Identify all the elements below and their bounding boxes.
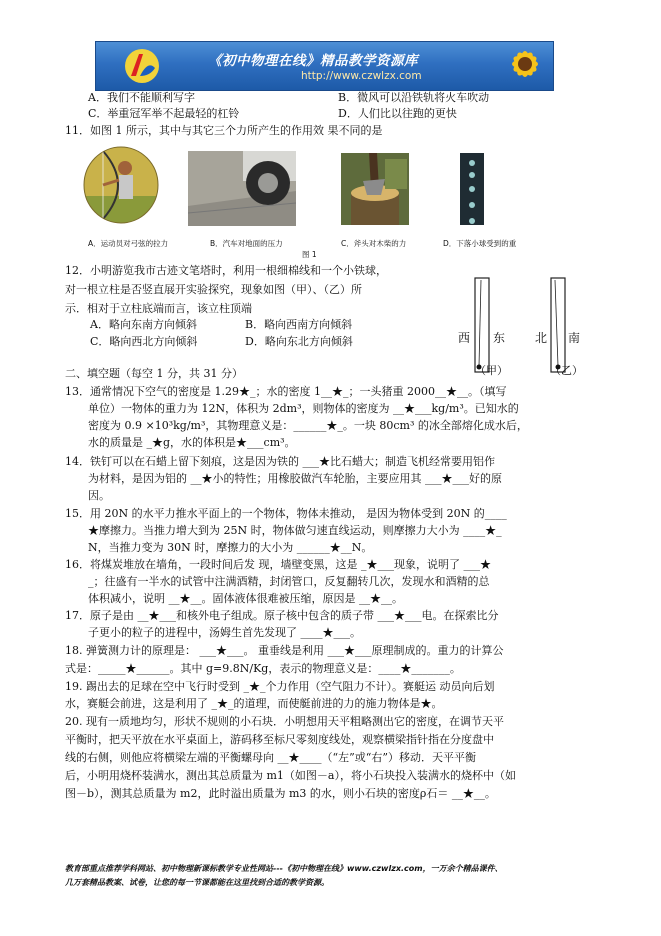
q19-line-2: 水，赛艇会前进，这是利用了 _★_的道理，而使艇前进的力的施力物体是★。 (65, 697, 443, 710)
q15-line-1: 15．用 20N 的水平力推水平面上的一个物体，物体未推动， 是因为物体受到 20N 的____ (65, 507, 507, 520)
q10-option-c: C．举重冠军举不起最轻的杠铃 (88, 107, 240, 120)
q14-line-2: 为材料，是因为铝的 __★小的特性；用橡胶做汽车轮胎，主要应用其 ___★___好的原 (88, 472, 502, 485)
q20-line-5: 图－b），测其总质量为 m2，此时溢出质量为 m3 的水，则小石块的密度ρ石＝ __★__。 (65, 787, 496, 800)
q11-caption-c: C．斧头对木柴的力 (341, 239, 407, 248)
header-banner (95, 41, 554, 91)
q12-line-1: 12．小明游览我市古迹文笔塔时，利用一根细棉线和一个小铁球， (65, 264, 387, 277)
q19-line-1: 19. 踢出去的足球在空中飞行时受到 _★_个力作用（空气阻力不计）。赛艇运 动员向后划 (65, 680, 495, 693)
falling-ball-photo (460, 153, 484, 225)
q10-option-a: A．我们不能顺利写字 (88, 91, 195, 104)
q10-option-b: B．微风可以沿铁轨将火车吹动 (338, 91, 490, 104)
q12-option-c: C．略向西北方向倾斜 (90, 335, 198, 348)
fig-east-label: 东 (493, 331, 506, 345)
q15-line-3: N，当推力变为 30N 时，摩擦力的大小为 ______★__N。 (88, 541, 373, 554)
q16-line-3: 体积减小，说明 __★__。固体液体很难被压缩，原因是 __★__。 (88, 592, 403, 605)
axe-wood-photo (341, 153, 409, 225)
q17-line-1: 17．原子是由 __★___和核外电子组成。原子核中包含的质子带 ___★___电。在探索比分 (65, 609, 499, 622)
q14-line-1: 14．铁钉可以在石蜡上留下刻痕，这是因为铁的 ___★比石蜡大；制造飞机经常要用铝作 (65, 455, 495, 468)
q12-option-d: D．略向东北方向倾斜 (245, 335, 353, 348)
q16-line-2: _；往盛有一半水的试管中注满酒精，封闭管口，反复翻转几次，发现水和酒精的总 (88, 575, 490, 588)
banner-url[interactable]: http://www.czwlzx.com (301, 70, 422, 82)
fig-west-label: 西 (458, 331, 471, 345)
banner-title: 《初中物理在线》精品教学资源库 (208, 53, 418, 69)
q15-line-2: ★摩擦力。当推力增大到为 25N 时，物体做匀速直线运动，则摩擦力大小为 ____★_ (88, 524, 502, 537)
q13-line-1: 13．通常情况下空气的密度是 1.29★_；水的密度 1__★_；一头猪重 2000__★__。（填写 (65, 385, 507, 398)
q20-line-4: 后，小明用烧杯装满水，测出其总质量为 m1（如图－a），将小石块投入装满水的烧杯中（如 (65, 769, 516, 782)
sunflower-icon (493, 42, 553, 90)
q20-line-1: 20. 现有一质地均匀，形状不规则的小石块．小明想用天平粗略测出它的密度，在调节天平 (65, 715, 504, 728)
q13-line-2: 单位）一物体的重力为 12N，体积为 2dm³，则物体的密度为 __★___kg/m³。已知水的 (88, 402, 519, 415)
q17-line-2: 子更小的粒子的进程中，汤姆生首先发现了 ____★___。 (88, 626, 361, 639)
q11-caption-a: A．运动员对弓弦的拉力 (88, 239, 169, 248)
q11-stem: 11．如图 1 所示，其中与其它三个力所产生的作用效 果不同的是 (65, 124, 383, 137)
fig-jia-label: （甲） (475, 364, 508, 377)
section-2-heading: 二、填空题（每空 1 分，共 31 分） (65, 367, 243, 380)
q16-line-1: 16．将煤炭堆放在墙角，一段时间后发 现，墙壁变黑，这是 _★___现象，说明了 ___★ (65, 558, 491, 571)
archer-photo (83, 146, 159, 224)
q10-option-d: D．人们比以往跑的更快 (338, 107, 457, 120)
q18-line-2: 式是：_____★______。其中 g=9.8N/Kg，表示的物理意义是：____★_______。 (65, 662, 461, 675)
car-tire-photo (188, 151, 296, 226)
q11-caption-b: B．汽车对地面的压力 (210, 239, 283, 248)
q11-caption-d: D．下落小球受到的重 (443, 239, 517, 248)
q18-line-1: 18. 弹簧测力计的原理是： ___★___。 重垂线是利用 ___★___原理制成的。重力的计算公 (65, 644, 504, 657)
footer-line-2: 几万套精品教案、试卷，让您的每一节课都能在这里找到合适的教学资源。 (65, 878, 329, 887)
q20-line-2: 平衡时，把天平放在水平桌面上，游码移至标尺零刻度线处，观察横梁指针指在分度盘中 (65, 733, 494, 746)
q13-line-3: 密度为 0.9 ×10³kg/m³，其物理意义是：______★_。一块 80cm³ 的冰全部熔化成水后， (88, 419, 528, 432)
q12-option-b: B．略向西南方向倾斜 (245, 318, 353, 331)
fig-yi-label: （乙） (550, 364, 583, 377)
fig-north-label: 北 (535, 331, 548, 345)
q12-line-2: 对一根立柱是否竖直展开实验探究，现象如图（甲）、（乙）所 (65, 283, 362, 296)
fig-south-label: 南 (568, 331, 581, 345)
plumb-line-figure (455, 276, 585, 386)
footer-line-1: 教育部重点推荐学科网站、初中物理新课标教学专业性网站---《初中物理在线》www.czwlzx.com，一万余个精品课件、 (65, 864, 503, 873)
q12-option-a: A．略向东南方向倾斜 (90, 318, 197, 331)
q14-line-3: 因。 (88, 489, 110, 502)
figure-1-label: 图 1 (302, 250, 317, 259)
q12-line-3: 示．相对于立柱底端而言，该立柱顶端 (65, 302, 252, 315)
q20-line-3: 线的右侧，则他应将横梁左端的平衡螺母向 __★____（“左”或“右”）移动．天平平衡 (65, 751, 476, 764)
site-logo-icon (122, 46, 162, 86)
q13-line-4: 水的质量是 _★g，水的体积是★___cm³。 (88, 436, 296, 449)
